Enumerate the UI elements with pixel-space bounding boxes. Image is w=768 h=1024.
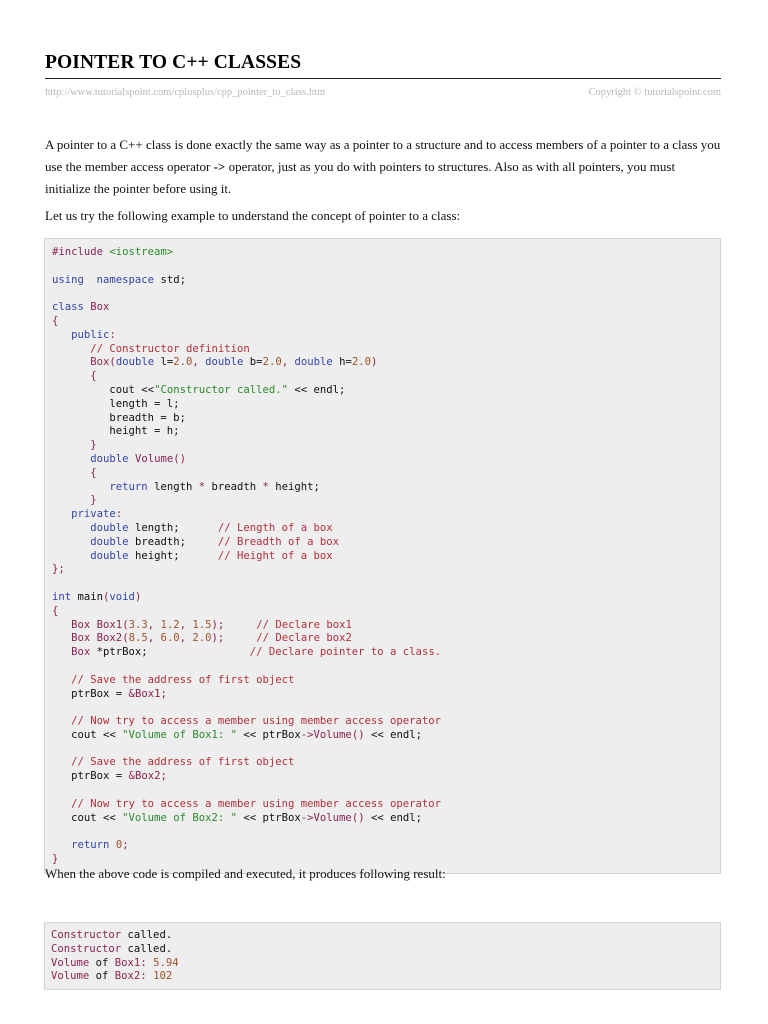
output-line-token: of: [89, 956, 115, 969]
code-line-token: // Declare pointer to a class.: [249, 646, 442, 659]
code-line: [52, 425, 441, 439]
code-line-token: length: [147, 480, 199, 493]
code-line-token: }: [90, 494, 97, 507]
code-line: [52, 315, 441, 329]
code-line-token: 1.5: [192, 618, 212, 631]
output-line-token: Constructor: [51, 942, 122, 955]
code-line-token: << ptrBox: [236, 728, 301, 741]
code-line-token: 2.0: [173, 356, 193, 369]
output-line-token: Constructor: [51, 929, 122, 941]
output-line-token: called.: [121, 929, 173, 941]
code-line-token: // Now try to access a member using member access operator: [71, 715, 442, 728]
code-line-token: int: [52, 590, 72, 603]
output-line-token: of: [89, 970, 115, 983]
code-line: [52, 812, 441, 826]
code-line-token: [52, 439, 90, 451]
code-line: [52, 646, 441, 660]
code-line-token: [52, 370, 90, 382]
code-line: [52, 715, 441, 729]
code-line-token: );: [211, 632, 225, 645]
code-line-token: ,: [281, 356, 295, 369]
code-line: [52, 701, 441, 715]
code-line-token: << endl;: [364, 728, 422, 741]
code-line-token: }: [52, 853, 59, 866]
code-line-token: ;: [160, 770, 167, 783]
code-line-token: [224, 632, 256, 644]
code-line-token: (): [173, 452, 186, 465]
code-line-token: 2.0: [351, 356, 372, 369]
code-line-token: ): [371, 356, 378, 369]
code-line-token: &: [128, 770, 135, 783]
code-line-token: double: [90, 549, 129, 562]
code-line-token: return: [71, 839, 110, 852]
code-line-token: << endl;: [288, 383, 346, 396]
code-line-token: *ptrBox;: [90, 646, 250, 659]
output-line-token: called.: [121, 942, 173, 955]
code-line-token: <iostream>: [109, 246, 174, 258]
code-line-token: 1.2: [160, 618, 180, 631]
code-line: [52, 481, 441, 495]
code-line-token: // Length of a box: [217, 521, 333, 534]
code-line-token: Box: [71, 618, 91, 631]
code-line-token: 8.5: [128, 632, 148, 645]
code-line: [52, 577, 441, 591]
code-line-token: ptrBox =: [52, 770, 129, 783]
code-line: [52, 784, 441, 798]
code-line: [52, 370, 441, 384]
code-line: [52, 632, 441, 646]
code-line-token: (: [109, 356, 116, 369]
code-line-token: main: [71, 590, 104, 603]
page-title: POINTER TO C++ CLASSES: [45, 52, 302, 73]
code-line: [52, 412, 441, 426]
code-line-token: cout <<: [52, 811, 123, 824]
code-line-token: Box: [90, 301, 110, 314]
output-line-token: Volume: [51, 970, 90, 983]
code-line: [52, 522, 441, 536]
code-line-token: using: [52, 273, 84, 286]
code-line-token: double: [115, 356, 155, 369]
code-line-token: breadth = b;: [52, 411, 186, 424]
source-url-link[interactable]: http://www.tutorialspoint.com/cplusplus/cpp_pointer_to_class.htm: [45, 87, 326, 98]
code-line-token: breadth;: [128, 535, 218, 548]
code-line-token: l=: [154, 356, 174, 369]
intro-text-end: operator, just as you do with pointers to structures. Also as with all pointers, you must initialize the pointer before using it.: [45, 159, 676, 196]
code-line-token: "Volume of Box1: ": [122, 728, 237, 741]
code-line-token: {: [90, 466, 97, 479]
code-line-token: "Constructor called.": [154, 383, 288, 396]
code-line-token: Volume: [313, 811, 352, 824]
code-line-token: breadth: [205, 480, 263, 493]
code-line-token: double: [205, 356, 244, 369]
code-line-token: [52, 756, 71, 768]
code-line-token: [52, 550, 90, 562]
code-line-token: Box: [71, 646, 91, 659]
code-line-token: std;: [154, 273, 186, 286]
code-line-token: Box2: [134, 770, 161, 783]
output-line-token: :: [140, 956, 154, 969]
code-line: [52, 508, 441, 522]
intro-text-start: A pointer to a C++ class is done exactly the same way as a pointer to a structure and to access members of a pointer to a class you use the member access operator: [45, 137, 721, 174]
code-line-token: &: [128, 687, 135, 700]
code-line-token: Box2: [96, 632, 123, 645]
code-line-token: (: [122, 618, 129, 631]
code-line-token: );: [211, 618, 225, 631]
code-line-token: ptrBox =: [52, 687, 129, 700]
code-line-token: [52, 522, 90, 534]
code-line-token: :: [109, 328, 116, 341]
code-line: [52, 825, 441, 839]
output-line-token: 102: [153, 970, 173, 983]
code-line: [52, 467, 441, 481]
code-line-token: Box1: [96, 618, 123, 631]
intro-operator-bold: ->: [213, 159, 226, 174]
code-line-token: Box1: [134, 687, 161, 700]
code-line-token: height;: [128, 549, 218, 562]
code-line-token: [52, 619, 71, 631]
code-line-token: ->: [300, 728, 314, 741]
code-line-token: ,: [179, 632, 193, 645]
code-line-token: 0: [115, 839, 123, 852]
code-line-token: [52, 453, 90, 465]
code-line-token: h=: [332, 356, 352, 369]
code-line-token: ;: [122, 839, 129, 852]
code-line-token: private: [71, 508, 116, 521]
code-line-token: Box: [71, 632, 91, 645]
code-line-token: (: [122, 632, 129, 645]
code-line: [52, 674, 441, 688]
code-line: [52, 660, 441, 674]
code-line-token: << endl;: [364, 811, 422, 824]
code-line-token: [52, 839, 71, 851]
output-line-token: 5.94: [153, 956, 179, 969]
code-line-token: cout <<: [52, 728, 123, 741]
code-line-token: [52, 329, 71, 341]
code-line-token: cout <<: [52, 383, 155, 396]
output-line: [51, 957, 179, 971]
code-line-token: }: [90, 439, 97, 452]
code-line-token: ,: [192, 356, 206, 369]
code-line: [52, 536, 441, 550]
code-line-token: (): [351, 728, 365, 741]
code-line: [52, 494, 441, 508]
code-line: [52, 439, 441, 453]
output-line: [51, 970, 179, 984]
code-line-token: (): [351, 811, 365, 824]
code-line-token: [84, 274, 97, 286]
code-line-token: height;: [268, 480, 320, 493]
code-block: [44, 238, 721, 874]
code-line-token: [52, 343, 90, 355]
code-line-token: #include: [52, 246, 110, 258]
code-line-token: (: [103, 590, 110, 603]
code-line-token: 2.0: [192, 632, 212, 645]
result-lead-paragraph: When the above code is compiled and executed, it produces following result:: [45, 866, 446, 881]
code-line: [52, 798, 441, 812]
code-line: [52, 453, 441, 467]
code-line-token: double: [90, 452, 129, 465]
code-line-token: [52, 632, 71, 644]
code-line-token: [52, 508, 71, 520]
code-line-token: 3.3: [128, 618, 148, 631]
code-line-token: // Declare box2: [256, 632, 352, 645]
code-line-token: {: [52, 604, 59, 617]
code-line-token: // Constructor definition: [90, 342, 250, 355]
code-line: [52, 756, 441, 770]
code-line-token: b=: [243, 356, 263, 369]
code-line-token: class: [52, 301, 84, 314]
code-line: [52, 563, 441, 577]
code-listing: [52, 246, 441, 867]
code-line: [52, 770, 441, 784]
code-line-token: // Now try to access a member using member access operator: [71, 797, 442, 810]
code-line-token: [52, 715, 71, 727]
code-line: [52, 260, 441, 274]
code-line-token: [52, 494, 90, 506]
code-line: [52, 274, 441, 288]
code-line: [52, 301, 441, 315]
code-line-token: [52, 646, 71, 658]
output-line-token: Box2: [114, 970, 141, 983]
code-line-token: [52, 674, 71, 686]
intro-paragraph: [45, 134, 721, 200]
code-line: [52, 743, 441, 757]
output-line-token: :: [140, 970, 154, 983]
code-line-token: double: [90, 521, 129, 534]
code-line: [52, 356, 441, 370]
code-line: [52, 398, 441, 412]
code-line-token: // Declare box1: [256, 618, 352, 631]
code-line-token: *: [262, 480, 269, 493]
output-listing: [51, 929, 179, 984]
code-line-token: double: [90, 535, 129, 548]
code-line-token: {: [90, 370, 97, 383]
code-line-token: ): [134, 590, 142, 603]
code-line-token: {: [52, 314, 59, 327]
code-line-token: [52, 536, 90, 548]
output-line-token: Volume: [51, 956, 90, 969]
code-line: [52, 246, 441, 260]
code-line: [52, 591, 441, 605]
code-line: [52, 619, 441, 633]
output-line: [51, 929, 179, 943]
output-line-token: Box1: [114, 956, 141, 969]
code-line: [52, 688, 441, 702]
code-line-token: double: [294, 356, 333, 369]
code-line-token: Box: [90, 356, 110, 369]
code-line-token: Volume: [313, 728, 352, 741]
code-line-token: 6.0: [160, 632, 180, 645]
code-line-token: [52, 798, 71, 810]
code-line-token: :: [115, 508, 123, 521]
code-line-token: // Save the address of first object: [71, 756, 295, 769]
code-line-token: height = h;: [52, 425, 180, 438]
code-line-token: << ptrBox: [236, 811, 301, 824]
code-line-token: return: [109, 480, 148, 493]
code-line-token: "Volume of Box2: ": [122, 811, 237, 824]
code-line-token: [52, 356, 90, 368]
code-line-token: Volume: [134, 452, 174, 465]
code-line-token: 2.0: [262, 356, 282, 369]
code-line-token: [52, 481, 109, 493]
code-line-token: ,: [147, 618, 161, 631]
code-line: [52, 343, 441, 357]
title-divider: [45, 78, 721, 79]
code-line-token: // Breadth of a box: [217, 535, 340, 548]
code-line-token: ;: [160, 687, 167, 700]
code-line-token: [224, 619, 256, 631]
output-block: [44, 922, 721, 990]
code-line-token: void: [109, 590, 135, 603]
code-line-token: namespace: [96, 273, 155, 286]
code-line-token: length = l;: [52, 397, 180, 410]
example-lead-paragraph: Let us try the following example to understand the concept of pointer to a class:: [45, 208, 461, 223]
code-line-token: length;: [128, 521, 218, 534]
code-line-token: };: [52, 563, 65, 576]
code-line-token: ,: [147, 632, 161, 645]
output-line: [51, 943, 179, 957]
code-line: [52, 550, 441, 564]
code-line: [52, 605, 441, 619]
code-line-token: ,: [179, 618, 193, 631]
code-line: [52, 839, 441, 853]
code-line: [52, 329, 441, 343]
code-line-token: // Save the address of first object: [71, 673, 295, 686]
code-line: [52, 287, 441, 301]
code-line-token: public: [71, 328, 110, 341]
code-line: [52, 384, 441, 398]
code-line-token: // Height of a box: [217, 549, 333, 562]
copyright-notice: Copyright © tutorialspoint.com: [588, 87, 721, 98]
code-line-token: ->: [300, 811, 314, 824]
code-line-token: [52, 467, 90, 479]
code-line: [52, 729, 441, 743]
code-line-token: *: [198, 480, 206, 493]
